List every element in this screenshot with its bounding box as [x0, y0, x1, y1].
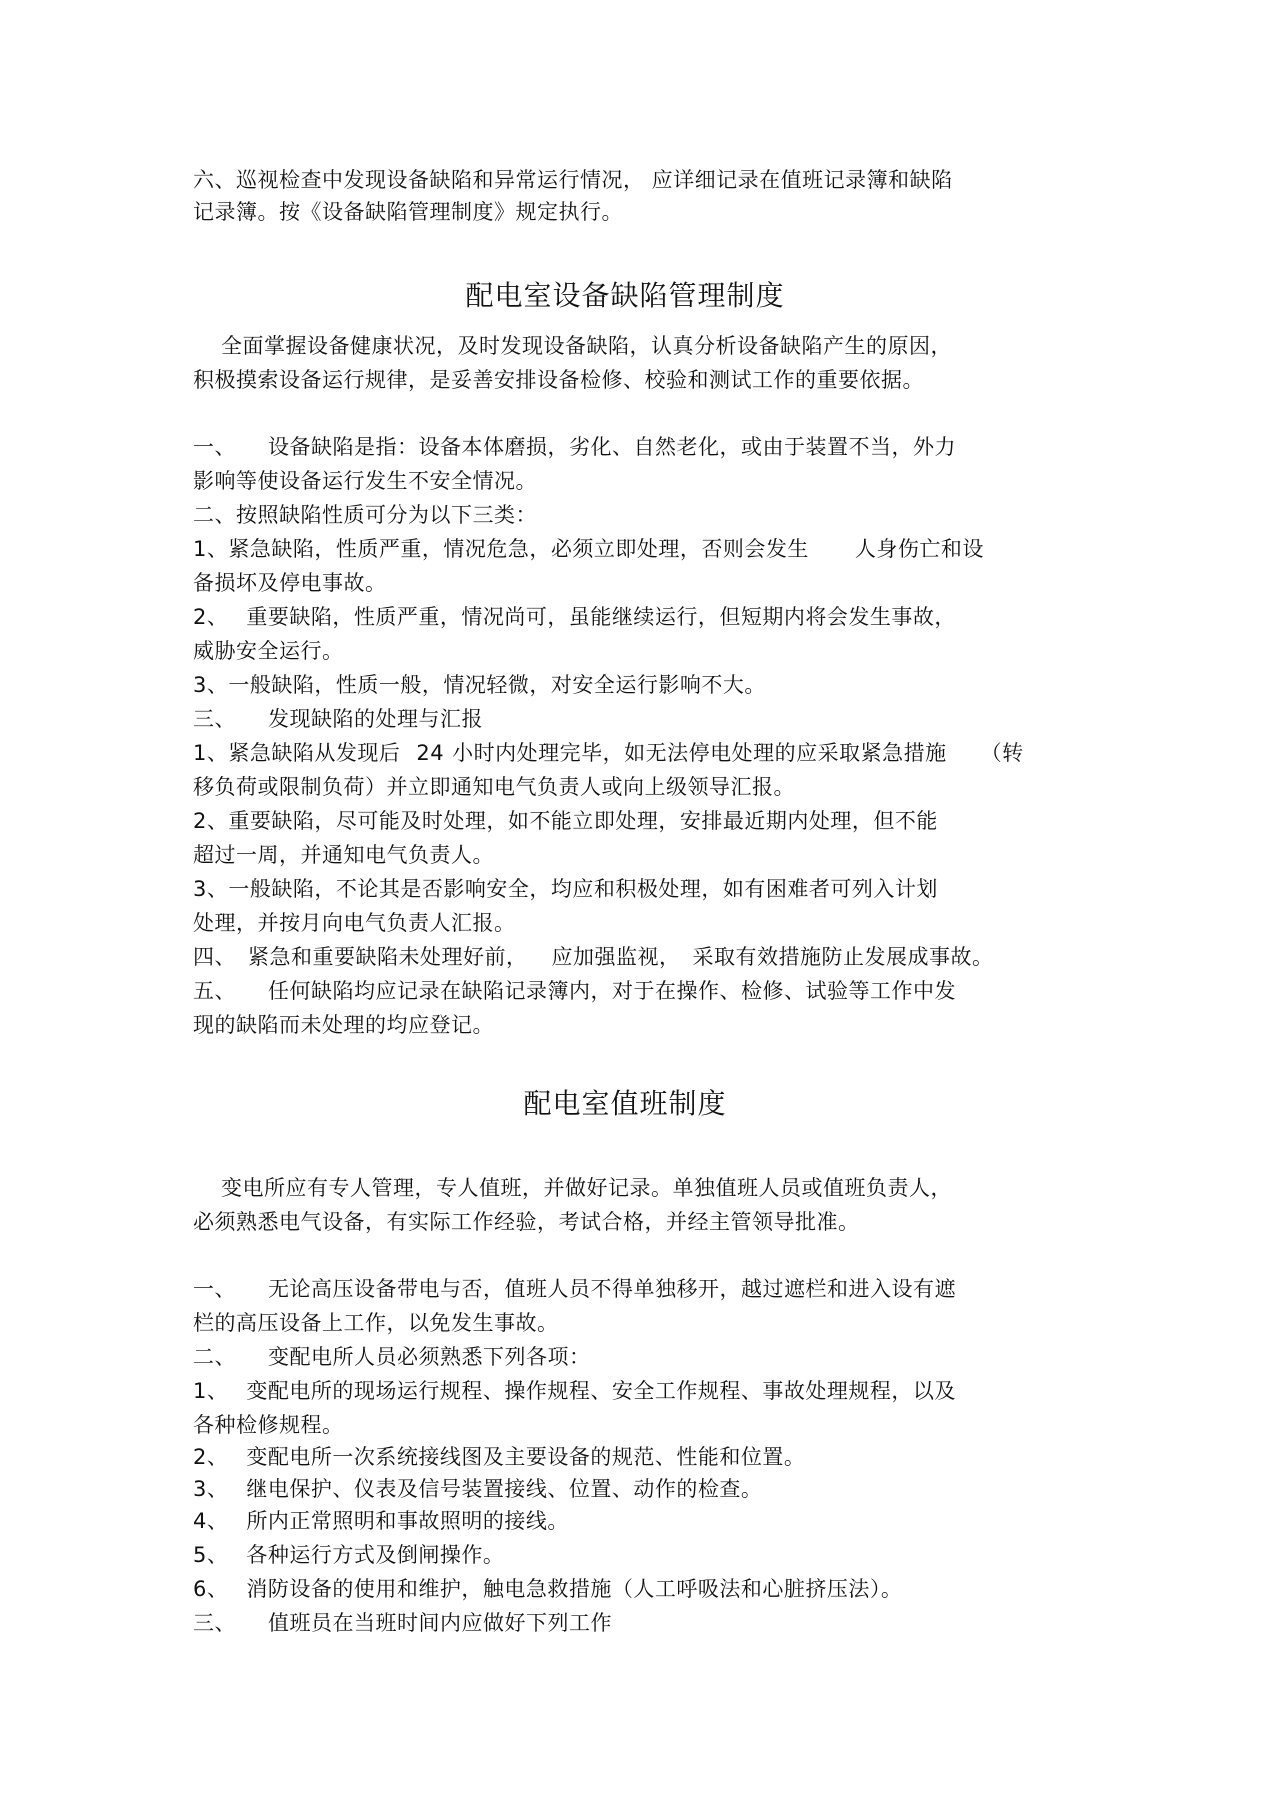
- item-number: 5、: [193, 1543, 229, 1567]
- duty-item-1-line-1: [193, 1377, 956, 1405]
- duty-para-2: [193, 1343, 591, 1371]
- item-text: 变配电所一次系统接线图及主要设备的规范、性能和位置。: [246, 1445, 806, 1469]
- handling-1-hours: 24: [416, 741, 445, 765]
- para-text: 变配电所人员必须熟悉下列各项：: [268, 1345, 591, 1369]
- defect-class-2-line-1: [193, 603, 956, 631]
- duty-item-6: [193, 1575, 902, 1603]
- handling-2-line-1: 2、重要缺陷，尽可能及时处理，如不能立即处理，安排最近期内处理，但不能: [193, 809, 938, 833]
- para-text: 无论高压设备带电与否，值班人员不得单独移开，越过遮栏和进入设有遮: [268, 1277, 956, 1301]
- para-number: 一、: [193, 1277, 236, 1301]
- defect-para-5-line-1: [193, 977, 956, 1005]
- class-2-text: 重要缺陷，性质严重，情况尚可，虽能继续运行，但短期内将会发生事故，: [246, 605, 956, 629]
- item-text: 继电保护、仪表及信号装置接线、位置、动作的检查。: [246, 1477, 763, 1501]
- duty-intro-line-2: 必须熟悉电气设备，有实际工作经验，考试合格，并经主管领导批准。: [193, 1210, 860, 1234]
- class-1-text-a: 1、紧急缺陷，性质严重，情况危急，必须立即处理，否则会发生: [193, 537, 809, 561]
- defect-para-4: [193, 943, 994, 971]
- duty-item-4: [193, 1507, 569, 1535]
- para-4-text-c: 采取有效措施防止发展成事故。: [692, 945, 994, 969]
- handling-1-text-b: 小时内处理完毕，如无法停电处理的应采取紧急措施: [452, 741, 947, 765]
- defect-class-1-line-1: [193, 535, 984, 563]
- para-text: 发现缺陷的处理与汇报: [268, 707, 483, 731]
- item-number: 3、: [193, 1477, 229, 1501]
- handling-1-line-2: 移负荷或限制负荷）并立即通知电气负责人或向上级领导汇报。: [193, 775, 795, 799]
- duty-item-3: [193, 1475, 762, 1503]
- defect-section-title: 配电室设备缺陷管理制度: [465, 279, 785, 312]
- para-number: 一、: [193, 435, 236, 459]
- para-number: 四、: [193, 945, 236, 969]
- item-number: 2、: [193, 1445, 229, 1469]
- handling-1-line-1: [193, 739, 1024, 767]
- item-text: 变配电所的现场运行规程、操作规程、安全工作规程、事故处理规程，以及: [246, 1379, 956, 1403]
- defect-class-2-line-2: 威胁安全运行。: [193, 639, 344, 663]
- defect-intro-line-2: 积极摸索设备运行规律，是妥善安排设备检修、校验和测试工作的重要依据。: [193, 368, 924, 392]
- para-4-text-b: 应加强监视，: [551, 945, 681, 969]
- duty-item-2: [193, 1443, 805, 1471]
- para-number: 三、: [193, 1611, 236, 1635]
- item-6-line-2: 记录簿。按《设备缺陷管理制度》规定执行。: [193, 200, 623, 224]
- handling-3-line-1: 3、一般缺陷，不论其是否影响安全，均应和积极处理，如有困难者可列入计划: [193, 877, 938, 901]
- para-number: 五、: [193, 979, 236, 1003]
- defect-class-1-line-2: 备损坏及停电事故。: [193, 571, 387, 595]
- handling-1-text-a: 1、紧急缺陷从发现后: [193, 741, 401, 765]
- para-number: 二、: [193, 1345, 236, 1369]
- class-2-number: 2、: [193, 605, 229, 629]
- defect-para-5-line-2: 现的缺陷而未处理的均应登记。: [193, 1013, 494, 1037]
- handling-3-line-2: 处理，并按月向电气负责人汇报。: [193, 911, 516, 935]
- duty-item-1-line-2: 各种检修规程。: [193, 1413, 344, 1437]
- handling-2-line-2: 超过一周，并通知电气负责人。: [193, 843, 494, 867]
- item-text: 消防设备的使用和维护，触电急救措施（人工呼吸法和心脏挤压法）。: [246, 1577, 903, 1601]
- duty-item-5: [193, 1541, 504, 1569]
- para-text: 值班员在当班时间内应做好下列工作: [268, 1611, 612, 1635]
- item-number: 4、: [193, 1509, 229, 1533]
- defect-para-2: 二、按照缺陷性质可分为以下三类：: [193, 503, 537, 527]
- duty-para-3: [193, 1609, 612, 1637]
- handling-1-text-c: （转: [980, 741, 1024, 765]
- item-text: 所内正常照明和事故照明的接线。: [246, 1509, 569, 1533]
- defect-para-1-line-1: [193, 433, 956, 461]
- item-number: 6、: [193, 1577, 229, 1601]
- para-text: 设备缺陷是指：设备本体磨损，劣化、自然老化，或由于装置不当，外力: [268, 435, 956, 459]
- defect-para-1-line-2: 影响等使设备运行发生不安全情况。: [193, 469, 537, 493]
- para-text: 任何缺陷均应记录在缺陷记录簿内，对于在操作、检修、试验等工作中发: [268, 979, 956, 1003]
- duty-intro-line-1: 变电所应有专人管理，专人值班，并做好记录。单独值班人员或值班负责人，: [221, 1176, 952, 1200]
- duty-para-1-line-2: 栏的高压设备上工作，以免发生事故。: [193, 1311, 559, 1335]
- duty-para-1-line-1: [193, 1275, 956, 1303]
- item-text: 各种运行方式及倒闸操作。: [246, 1543, 505, 1567]
- duty-section-title: 配电室值班制度: [523, 1087, 727, 1120]
- para-number: 三、: [193, 707, 236, 731]
- item-6-line-1: 六、巡视检查中发现设备缺陷和异常运行情况， 应详细记录在值班记录簿和缺陷: [193, 168, 953, 192]
- para-4-text-a: 紧急和重要缺陷未处理好前，: [248, 945, 528, 969]
- defect-para-3: [193, 705, 483, 733]
- item-number: 1、: [193, 1379, 229, 1403]
- defect-class-3: 3、一般缺陷，性质一般，情况轻微，对安全运行影响不大。: [193, 673, 766, 697]
- class-1-text-b: 人身伤亡和设: [854, 537, 984, 561]
- defect-intro-line-1: 全面掌握设备健康状况，及时发现设备缺陷，认真分析设备缺陷产生的原因，: [221, 334, 952, 358]
